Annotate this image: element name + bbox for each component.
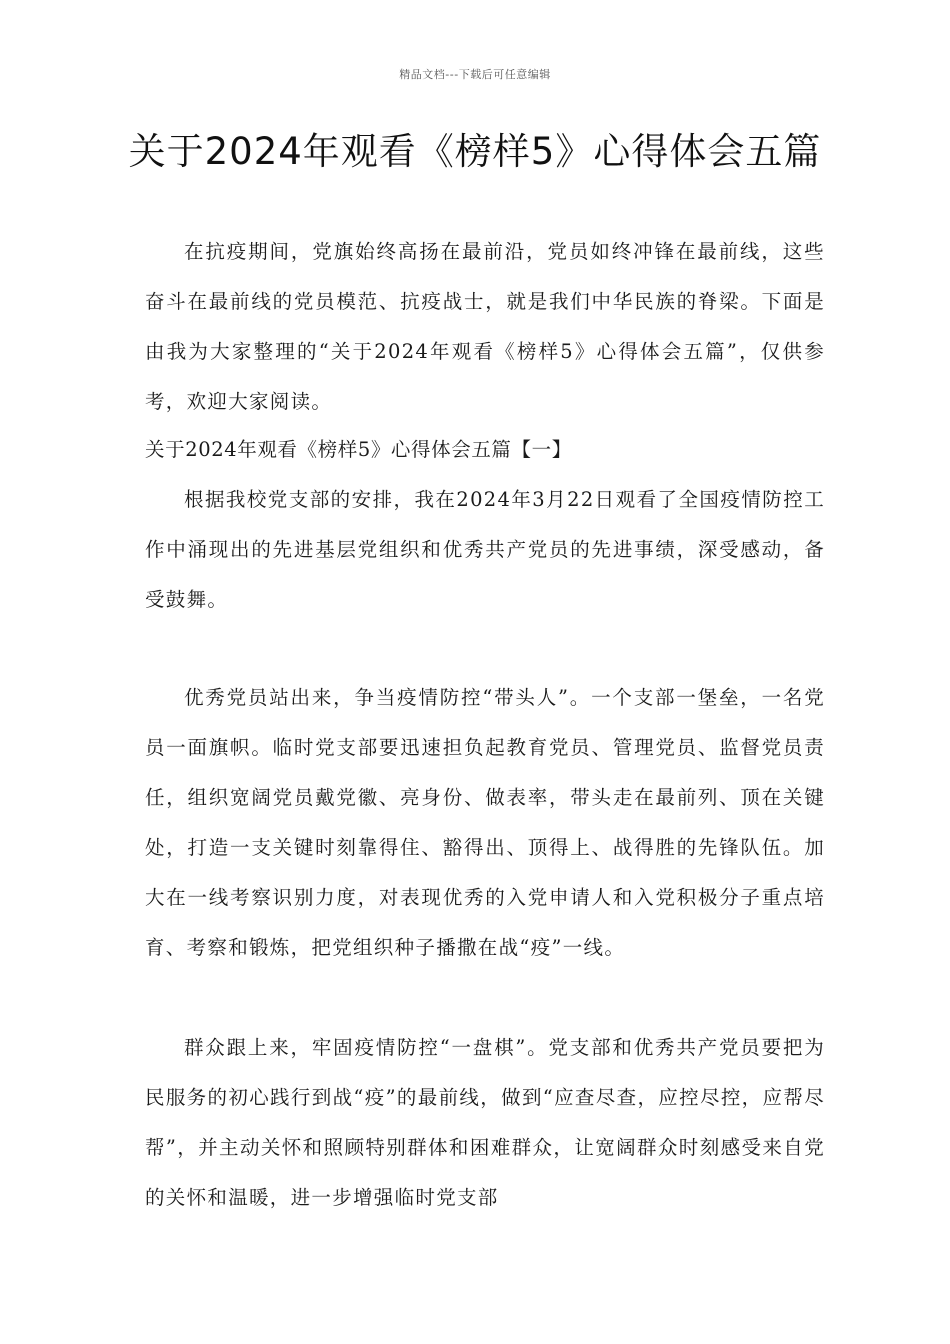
body-paragraph: 群众跟上来，牢固疫情防控“一盘棋”。党支部和优秀共产党员要把为民服务的初心践行到战“疫”的最前线，做到“应查尽查，应控尽控，应帮尽帮”，并主动关怀和照顾特别群体和困难群众，让宽阔群众时刻感受来自党的关怀和温暖，进一步增强临时党支部 — [145, 1036, 825, 1209]
section-heading: 关于2024年观看《榜样5》心得体会五篇【一】 — [145, 438, 572, 461]
document-title: 关于2024年观看《榜样5》心得体会五篇 — [128, 130, 822, 173]
body-paragraph: 优秀党员站出来，争当疫情防控“带头人”。一个支部一堡垒，一名党员一面旗帜。临时党支部要迅速担负起教育党员、管理党员、监督党员责任，组织宽阔党员戴党徽、亮身份、做表率，带头走在最前列、顶在关键处，打造一支关键时刻靠得住、豁得出、顶得上、战得胜的先锋队伍。加大在一线考察识别力度，对表现优秀的入党申请人和入党积极分子重点培育、考察和锻炼，把党组织种子播撒在战“疫”一线。 — [145, 686, 825, 959]
header-note: 精品文档---下载后可任意编辑 — [399, 68, 551, 81]
body-paragraph: 根据我校党支部的安排，我在2024年3月22日观看了全国疫情防控工作中涌现出的先进基层党组织和优秀共产党员的先进事绩，深受感动，备受鼓舞。 — [145, 488, 825, 611]
intro-paragraph: 在抗疫期间，党旗始终高扬在最前沿，党员如终冲锋在最前线，这些奋斗在最前线的党员模范、抗疫战士，就是我们中华民族的脊梁。下面是由我为大家整理的“关于2024年观看《榜样5》心得体会五篇”，仅供参考，欢迎大家阅读。 — [145, 240, 825, 413]
